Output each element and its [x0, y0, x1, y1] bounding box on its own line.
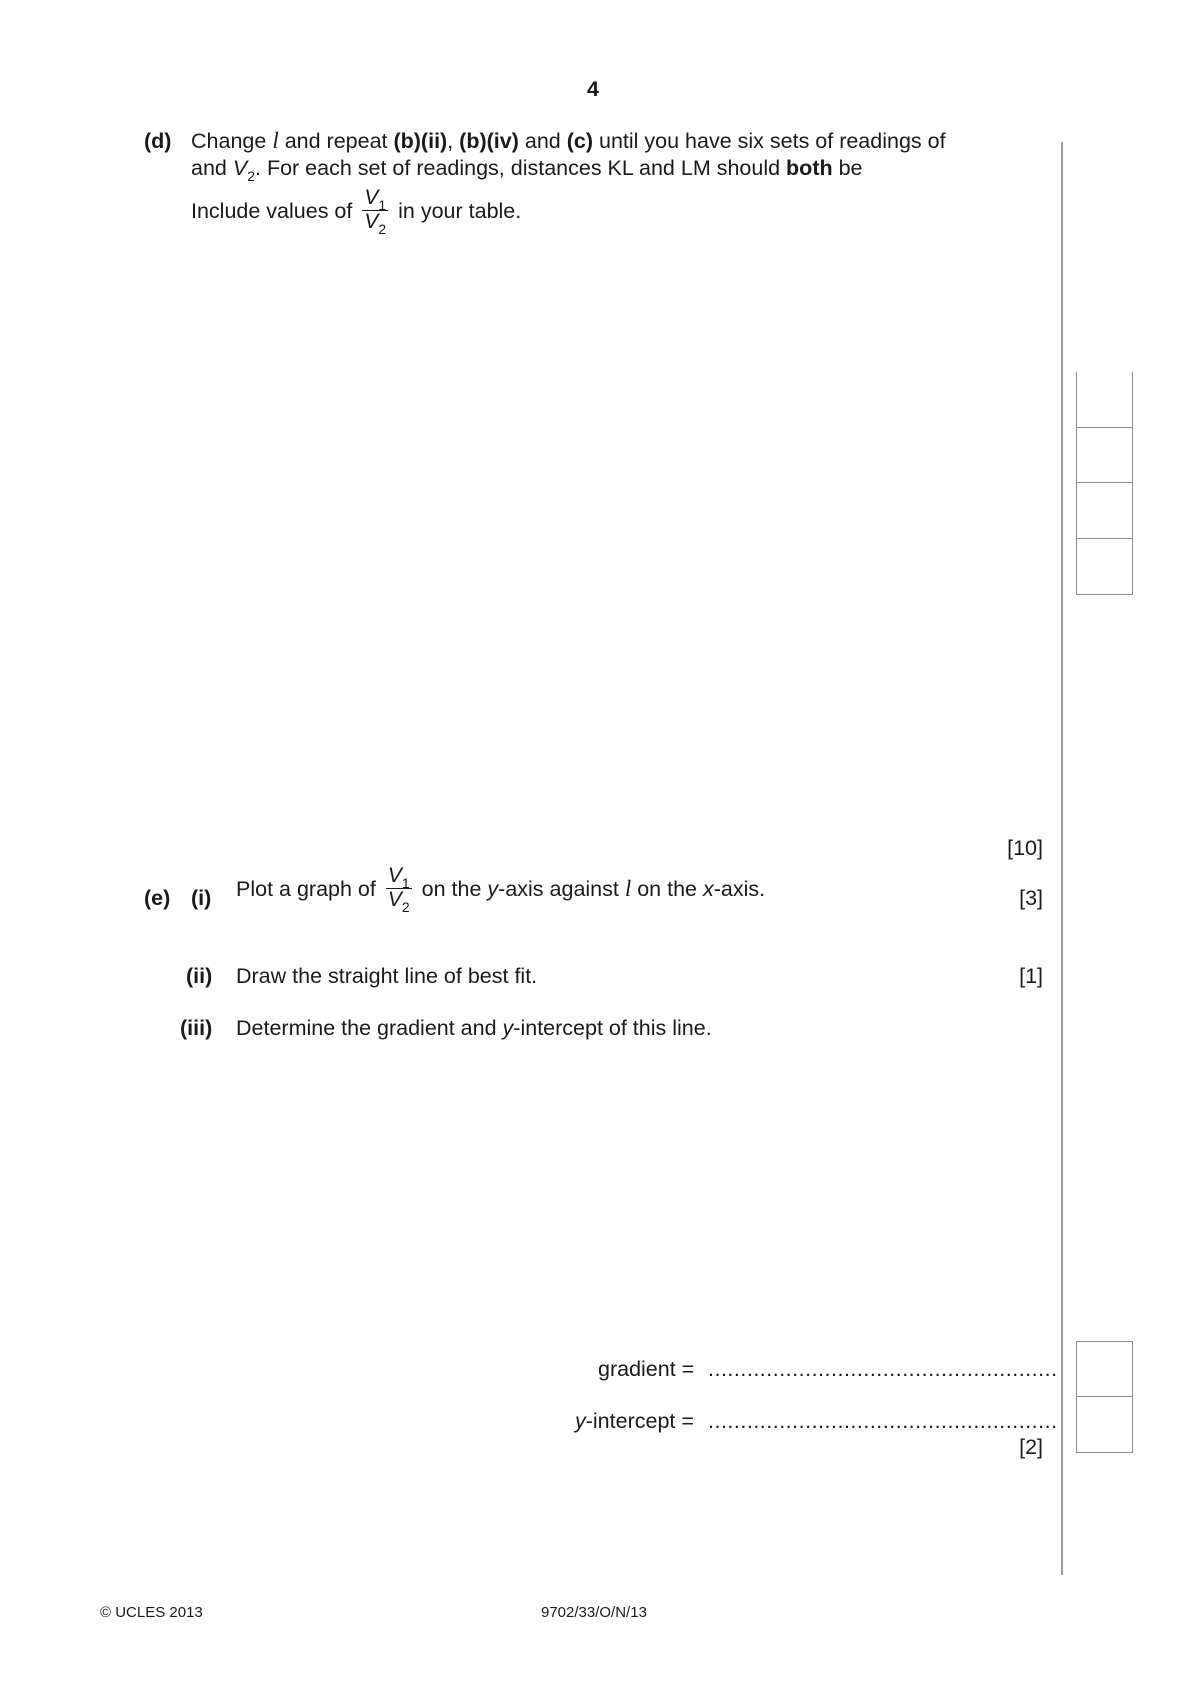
reference-c: (c)	[566, 129, 593, 153]
gradient-answer-field[interactable]: ......................................................	[708, 1357, 1058, 1381]
part-e-i-text	[236, 864, 766, 915]
part-d-text: Change	[191, 129, 267, 153]
mark-box	[1076, 1341, 1133, 1397]
part-e-text: on the	[637, 877, 697, 902]
marks-d: [10]	[1007, 836, 1043, 860]
mark-box	[1076, 539, 1133, 595]
part-e-text: -axis against	[498, 877, 619, 902]
part-e-iii-label: (iii)	[180, 1016, 213, 1040]
part-d-text: and	[191, 156, 227, 180]
v-symbol: V	[232, 156, 248, 180]
fraction-v1-over-v2	[386, 864, 412, 915]
reference-bii: (b)(ii)	[393, 129, 448, 153]
part-e-ii-text: Draw the straight line of best fit.	[236, 964, 538, 988]
mark-box	[1076, 483, 1133, 539]
y-intercept-answer-field[interactable]: ......................................................	[708, 1409, 1058, 1433]
part-d-text: Include values of	[191, 199, 353, 224]
subscript: 1	[401, 875, 410, 891]
subscript: 2	[401, 899, 410, 915]
part-d-text: in your table.	[398, 199, 522, 224]
part-d-text: and	[524, 129, 561, 153]
y-intercept-label-text: -intercept =	[585, 1409, 694, 1433]
part-d-text: and repeat	[284, 129, 388, 153]
copyright: © UCLES 2013	[100, 1604, 203, 1621]
v-symbol: V	[387, 864, 402, 887]
mark-box	[1076, 1397, 1133, 1453]
marks-e-i: [3]	[1019, 886, 1043, 910]
part-d-text: until you have six sets of readings of	[598, 129, 946, 153]
variable-x: x	[702, 877, 714, 902]
page-number: 4	[587, 77, 599, 101]
variable-v2	[232, 156, 255, 184]
part-e-label: (e)	[144, 886, 171, 910]
gradient-label: gradient =	[598, 1357, 695, 1381]
part-e-text: Plot a graph of	[236, 877, 376, 902]
subscript: 1	[378, 197, 387, 213]
margin-rule	[1061, 142, 1063, 1575]
fraction-v1-over-v2	[362, 186, 388, 237]
variable-y: y	[487, 877, 499, 902]
part-e-text: -axis.	[713, 877, 766, 902]
part-e-text: Determine the gradient and	[236, 1016, 497, 1040]
variable-l: l	[272, 128, 279, 153]
part-e-text: on the	[421, 877, 482, 902]
part-e-iii-text	[236, 1015, 712, 1041]
paper-code: 9702/33/O/N/13	[541, 1604, 647, 1621]
y-intercept-label	[575, 1408, 694, 1434]
mark-box	[1076, 372, 1133, 428]
part-e-text: -intercept of this line.	[513, 1016, 712, 1040]
part-d-line-2	[191, 155, 863, 183]
part-e-ii-label: (ii)	[186, 964, 213, 988]
emphasis-both: both	[786, 156, 833, 180]
part-d-text: be	[838, 156, 863, 180]
part-d-include-line	[191, 186, 522, 237]
mark-box	[1076, 427, 1133, 483]
part-d-text: . For each set of readings, distances KL and LM should	[255, 156, 781, 180]
marks-e-ii: [1]	[1019, 964, 1043, 988]
variable-y: y	[502, 1016, 514, 1040]
reference-biv: (b)(iv)	[459, 129, 519, 153]
variable-l: l	[624, 876, 632, 902]
part-d-text: ,	[447, 129, 454, 153]
subscript: 2	[247, 168, 255, 184]
marks-e-iii: [2]	[1019, 1435, 1043, 1459]
variable-y: y	[575, 1409, 586, 1433]
part-d-line-1	[191, 128, 991, 154]
v-symbol: V	[364, 210, 379, 233]
part-e-i-label: (i)	[191, 886, 212, 910]
v-symbol: V	[387, 888, 402, 911]
v-symbol: V	[364, 186, 379, 209]
part-d-label: (d)	[144, 129, 172, 153]
subscript: 2	[378, 221, 387, 237]
